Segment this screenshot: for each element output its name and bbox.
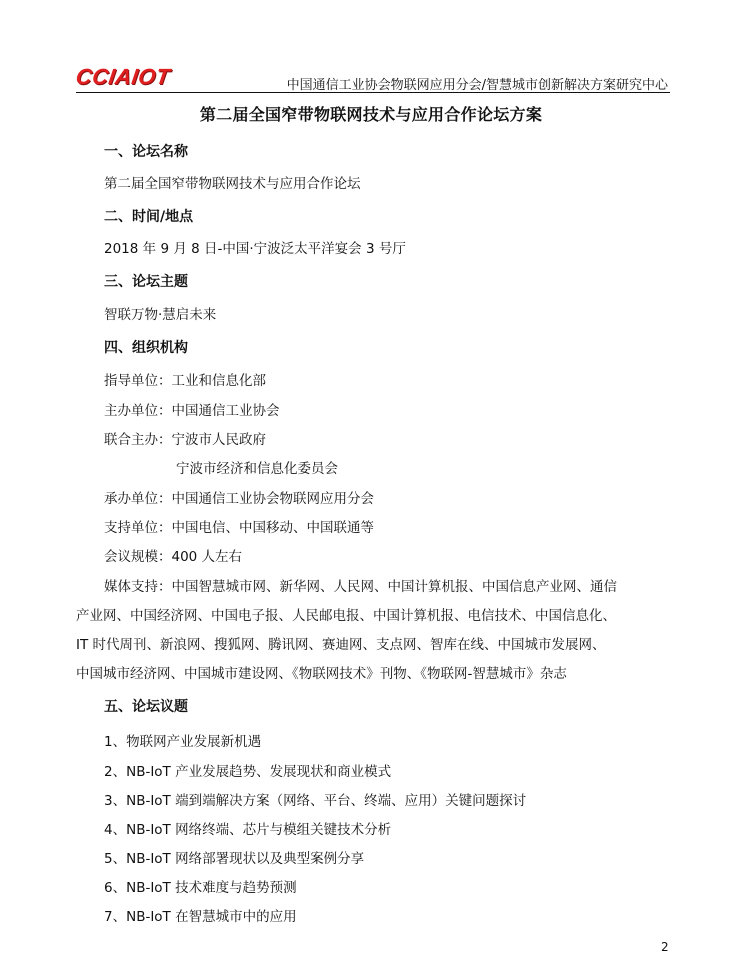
page-number: 2 xyxy=(661,940,669,954)
conference-scale: 会议规模：400 人左右 xyxy=(104,549,243,565)
theme-text: 智联万物·慧启未来 xyxy=(104,307,217,323)
topic-item: 5、NB-IoT 网络部署现状以及典型案例分享 xyxy=(104,851,365,867)
cciaiot-logo: CCIAIOT xyxy=(74,64,172,89)
section-heading-theme: 三、论坛主题 xyxy=(104,274,188,290)
org-guide-unit: 指导单位：工业和信息化部 xyxy=(104,373,266,389)
org-cohost-line-1: 联合主办：宁波市人民政府 xyxy=(104,432,266,448)
section-heading-organization: 四、组织机构 xyxy=(104,340,188,356)
media-support-line-4: 中国城市经济网、中国城市建设网、《物联网技术》刊物、《物联网-智慧城市》杂志 xyxy=(76,666,567,682)
media-support-line-3: IT 时代周刊、新浪网、搜狐网、腾讯网、赛迪网、支点网、智库在线、中国城市发展网、 xyxy=(76,637,606,653)
topic-item: 6、NB-IoT 技术难度与趋势预测 xyxy=(104,880,297,896)
forum-name-text: 第二届全国窄带物联网技术与应用合作论坛 xyxy=(104,176,361,192)
topic-item: 1、物联网产业发展新机遇 xyxy=(104,734,262,750)
page-header xyxy=(76,62,668,96)
media-support-line-2: 产业网、中国经济网、中国电子报、人民邮电报、中国计算机报、电信技术、中国信息化、 xyxy=(76,608,616,624)
section-heading-time-place: 二、时间/地点 xyxy=(104,209,194,225)
topic-item: 4、NB-IoT 网络终端、芯片与模组关键技术分析 xyxy=(104,822,392,838)
org-organizer-unit: 承办单位：中国通信工业协会物联网应用分会 xyxy=(104,491,374,507)
topic-item: 7、NB-IoT 在智慧城市中的应用 xyxy=(104,909,297,925)
header-divider xyxy=(76,92,670,93)
time-place-text: 2018 年 9 月 8 日-中国·宁波泛太平洋宴会 3 号厅 xyxy=(104,241,406,257)
org-support-unit: 支持单位：中国电信、中国移动、中国联通等 xyxy=(104,520,374,536)
document-title: 第二届全国窄带物联网技术与应用合作论坛方案 xyxy=(199,105,543,124)
org-host-unit: 主办单位：中国通信工业协会 xyxy=(104,403,280,419)
header-organization: 中国通信工业协会物联网应用分会/智慧城市创新解决方案研究中心 xyxy=(286,78,668,93)
topic-item: 3、NB-IoT 端到端解决方案（网络、平台、终端、应用）关键问题探讨 xyxy=(104,793,527,809)
media-support-line-1: 媒体支持：中国智慧城市网、新华网、人民网、中国计算机报、中国信息产业网、通信 xyxy=(104,579,617,595)
topic-item: 2、NB-IoT 产业发展趋势、发展现状和商业模式 xyxy=(104,764,392,780)
section-heading-topics: 五、论坛议题 xyxy=(104,699,188,715)
org-cohost-line-2: 宁波市经济和信息化委员会 xyxy=(176,461,338,477)
section-heading-forum-name: 一、论坛名称 xyxy=(104,144,188,160)
